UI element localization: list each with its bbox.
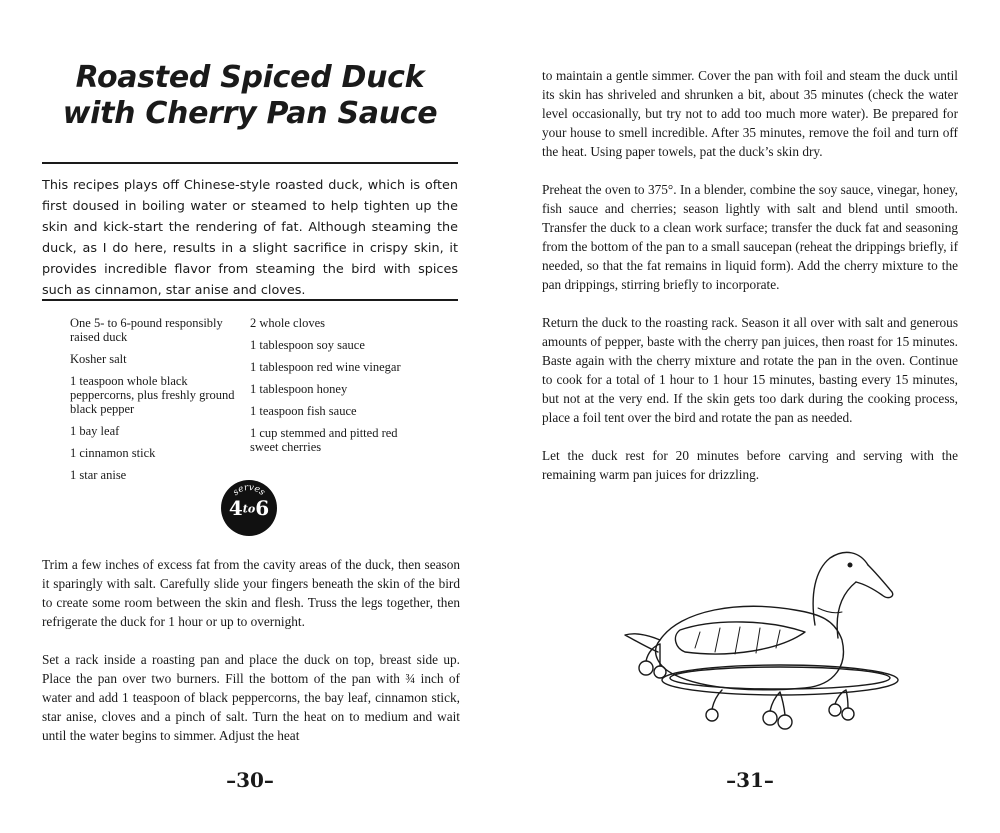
body-paragraph: Preheat the oven to 375°. In a blender, combine the soy sauce, vinegar, honey, fish sauce and cherries; season lightly with salt and blend until smooth. Transfer the duck to a clean work surface; transfer the duck fat and seasoning from the bottom of the pan to a small saucepan (reheat the drippings briefly, if needed, so that the fat remains in liquid form). Add the cherry mixture to the pan drippings, stirring briefly to incorporate. [542,182,959,292]
ingredient-item: 1 tablespoon soy sauce [250,338,365,352]
ingredient-item: 1 tablespoon red wine vinegar [250,360,401,374]
ingredients-column-1 [70,316,240,490]
page-number-right: –31– [726,768,774,792]
right-body-text [542,66,958,503]
duck-illustration [620,540,900,745]
page-number-left: –30– [226,768,274,792]
ingredient-item: 1 teaspoon fish sauce [250,404,357,418]
left-body-text [42,555,460,764]
ingredient-item: One 5- to 6-pound responsibly raised duck [70,316,223,344]
ingredient-item: 2 whole cloves [250,316,325,330]
ingredient-item: 1 star anise [70,468,127,482]
serves-from: 4 [228,496,243,520]
title-line-1: Roasted Spiced Duck [75,60,425,95]
body-paragraph: Let the duck rest for 20 minutes before carving and serving with the remaining warm pan juices for drizzling. [542,448,958,482]
ingredient-item: 1 tablespoon honey [250,382,348,396]
body-paragraph: Trim a few inches of excess fat from the cavity areas of the duck, then season it sparingly with salt. Carefully slide your fingers beneath the skin of the bird to create some room between the skin and flesh. Truss the legs together, then refrigerate the duck for 1 hour or up to overnight. [42,557,460,629]
top-divider [42,162,458,164]
serves-to-count: 6 [255,496,270,520]
recipe-title [40,60,460,132]
body-paragraph: to maintain a gentle simmer. Cover the pan with foil and steam the duck until its skin has shriveled and shrunken a bit, about 35 minutes (check the water level occasionally, but try not to add too much more water). Be prepared for your house to smell incredible. After 35 minutes, remove the foil and turn off the heat. Using paper towels, pat the duck’s skin dry. [542,68,958,159]
body-paragraph: Return the duck to the roasting rack. Season it all over with salt and generous amounts of pepper, baste with the cherry pan juices, then roast for 15 minutes. Baste again with the cherry mixture and rotate the pan in the oven. Continue to cook for a total of 1 hour to 1 hour 15 minutes, basting every 15 minutes, but not at the very end. If the skin gets too dark during the cooking process, place a foil tent over the bird and rotate the pan as needed. [542,315,958,425]
title-line-2: with Cherry Pan Sauce [62,96,438,131]
serves-badge [221,480,277,536]
serves-to: to [242,502,256,516]
ingredient-item: 1 cup stemmed and pitted red sweet cherries [250,426,398,454]
body-paragraph: Set a rack inside a roasting pan and place the duck on top, breast side up. Place the pan over two burners. Fill the bottom of the pan with ¾ inch of water and add 1 teaspoon of black peppercorns, the bay leaf, cinnamon stick, star anise, cloves and a pinch of salt. Turn the heat on to medium and wait until the water begins to simmer. Adjust the heat [42,652,460,743]
serves-count [221,497,277,521]
serves-label: serves [231,482,267,498]
ingredient-item: 1 cinnamon stick [70,446,156,460]
ingredients-column-2 [250,316,425,462]
bottom-divider [42,299,458,301]
ingredient-item: Kosher salt [70,352,127,366]
ingredient-item: 1 bay leaf [70,424,120,438]
ingredient-item: 1 teaspoon whole black peppercorns, plus freshly ground black pepper [70,374,235,416]
right-page [500,0,1000,833]
intro-paragraph: This recipes plays off Chinese-style roasted duck, which is often first doused in boiling water or steamed to help tighten up the skin and kick-start the rendering of fat. Although steaming the duck, as I do here, results in a slight sacrifice in crispy skin, it provides incredible flavor from steaming the bird with spices such as cinnamon, star anise and cloves. [42,178,458,298]
